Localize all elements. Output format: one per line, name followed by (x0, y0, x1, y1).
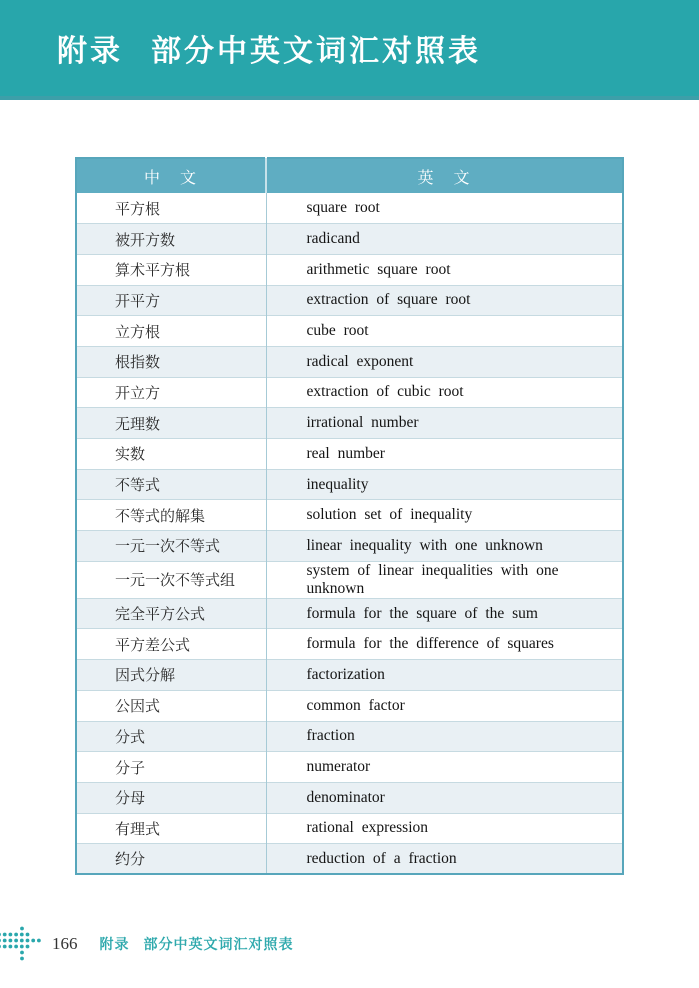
page-footer (0, 931, 699, 957)
table-row (76, 752, 623, 783)
english-term: inequality (266, 469, 623, 500)
footer-section-label: 附录 (99, 936, 130, 952)
vocabulary-table (75, 157, 624, 875)
english-term: cube root (266, 316, 623, 347)
english-term: irrational number (266, 408, 623, 439)
table-row (76, 254, 623, 285)
table-row (76, 193, 623, 224)
chinese-term: 根指数 (76, 346, 266, 377)
page-number: 166 (52, 934, 78, 953)
table-body (76, 193, 623, 874)
english-term: real number (266, 439, 623, 470)
english-term: linear inequality with one unknown (266, 531, 623, 562)
english-term: formula for the square of the sum (266, 598, 623, 629)
footer-chapter-title: 部分中英文词汇对照表 (143, 936, 294, 952)
chinese-term: 平方根 (115, 201, 161, 218)
chinese-term: 开立方 (76, 377, 266, 408)
chinese-term: 不等式 (76, 469, 266, 500)
chinese-term: 约分 (76, 844, 266, 875)
table-row (76, 721, 623, 752)
chinese-term: 一元一次不等式组 (76, 561, 266, 598)
table-header-row (76, 158, 623, 193)
table-row (76, 782, 623, 813)
chinese-term: 实数 (76, 439, 266, 470)
chinese-term: 不等式的解集 (76, 500, 266, 531)
chinese-term: 算术平方根 (76, 254, 266, 285)
table-row (76, 408, 623, 439)
chinese-term: 公因式 (76, 690, 266, 721)
table-header (76, 158, 623, 193)
chinese-term: 开平方 (76, 285, 266, 316)
table-row (76, 598, 623, 629)
table-row (76, 500, 623, 531)
english-term: solution set of inequality (266, 500, 623, 531)
table-row (76, 377, 623, 408)
english-term: formula for the difference of squares (266, 629, 623, 660)
chinese-term: 被开方数 (76, 224, 266, 255)
banner-section-label: 附录 (57, 35, 123, 68)
page-title: 部分中英文词汇对照表 (151, 35, 481, 68)
english-term: arithmetic square root (266, 254, 623, 285)
english-term: denominator (266, 782, 623, 813)
chinese-term: 平方差公式 (76, 629, 266, 660)
chinese-term: 分式 (76, 721, 266, 752)
column-header-english: 英 文 (266, 158, 623, 193)
table-row (76, 660, 623, 691)
table-row (76, 690, 623, 721)
english-term: fraction (266, 721, 623, 752)
table-row (76, 316, 623, 347)
chinese-term: 有理式 (76, 813, 266, 844)
table-row (76, 469, 623, 500)
table-row (76, 813, 623, 844)
english-term: extraction of cubic root (266, 377, 623, 408)
english-term: factorization (266, 660, 623, 691)
chinese-term: 分子 (76, 752, 266, 783)
english-term: numerator (266, 752, 623, 783)
table-row (76, 561, 623, 598)
chinese-term: 无理数 (76, 408, 266, 439)
english-term: reduction of a fraction (266, 844, 623, 875)
dots-pattern-icon (0, 925, 43, 963)
table-row (76, 285, 623, 316)
chinese-term: 立方根 (76, 316, 266, 347)
table-row (76, 346, 623, 377)
english-term: rational expression (266, 813, 623, 844)
table-row (76, 224, 623, 255)
column-header-chinese: 中 文 (76, 158, 266, 193)
chinese-term: 一元一次不等式 (76, 531, 266, 562)
english-term: extraction of square root (266, 285, 623, 316)
english-term: common factor (266, 690, 623, 721)
table-row (76, 844, 623, 875)
chinese-term: 因式分解 (76, 660, 266, 691)
english-term: radical exponent (266, 346, 623, 377)
table-row (76, 629, 623, 660)
english-term: system of linear inequalities with one unknown (266, 561, 623, 598)
page-header-banner (0, 0, 699, 100)
table-row (76, 439, 623, 470)
english-term: square root (266, 193, 623, 224)
chinese-term: 完全平方公式 (76, 598, 266, 629)
table-row (76, 531, 623, 562)
chinese-term: 分母 (76, 782, 266, 813)
english-term: radicand (266, 224, 623, 255)
